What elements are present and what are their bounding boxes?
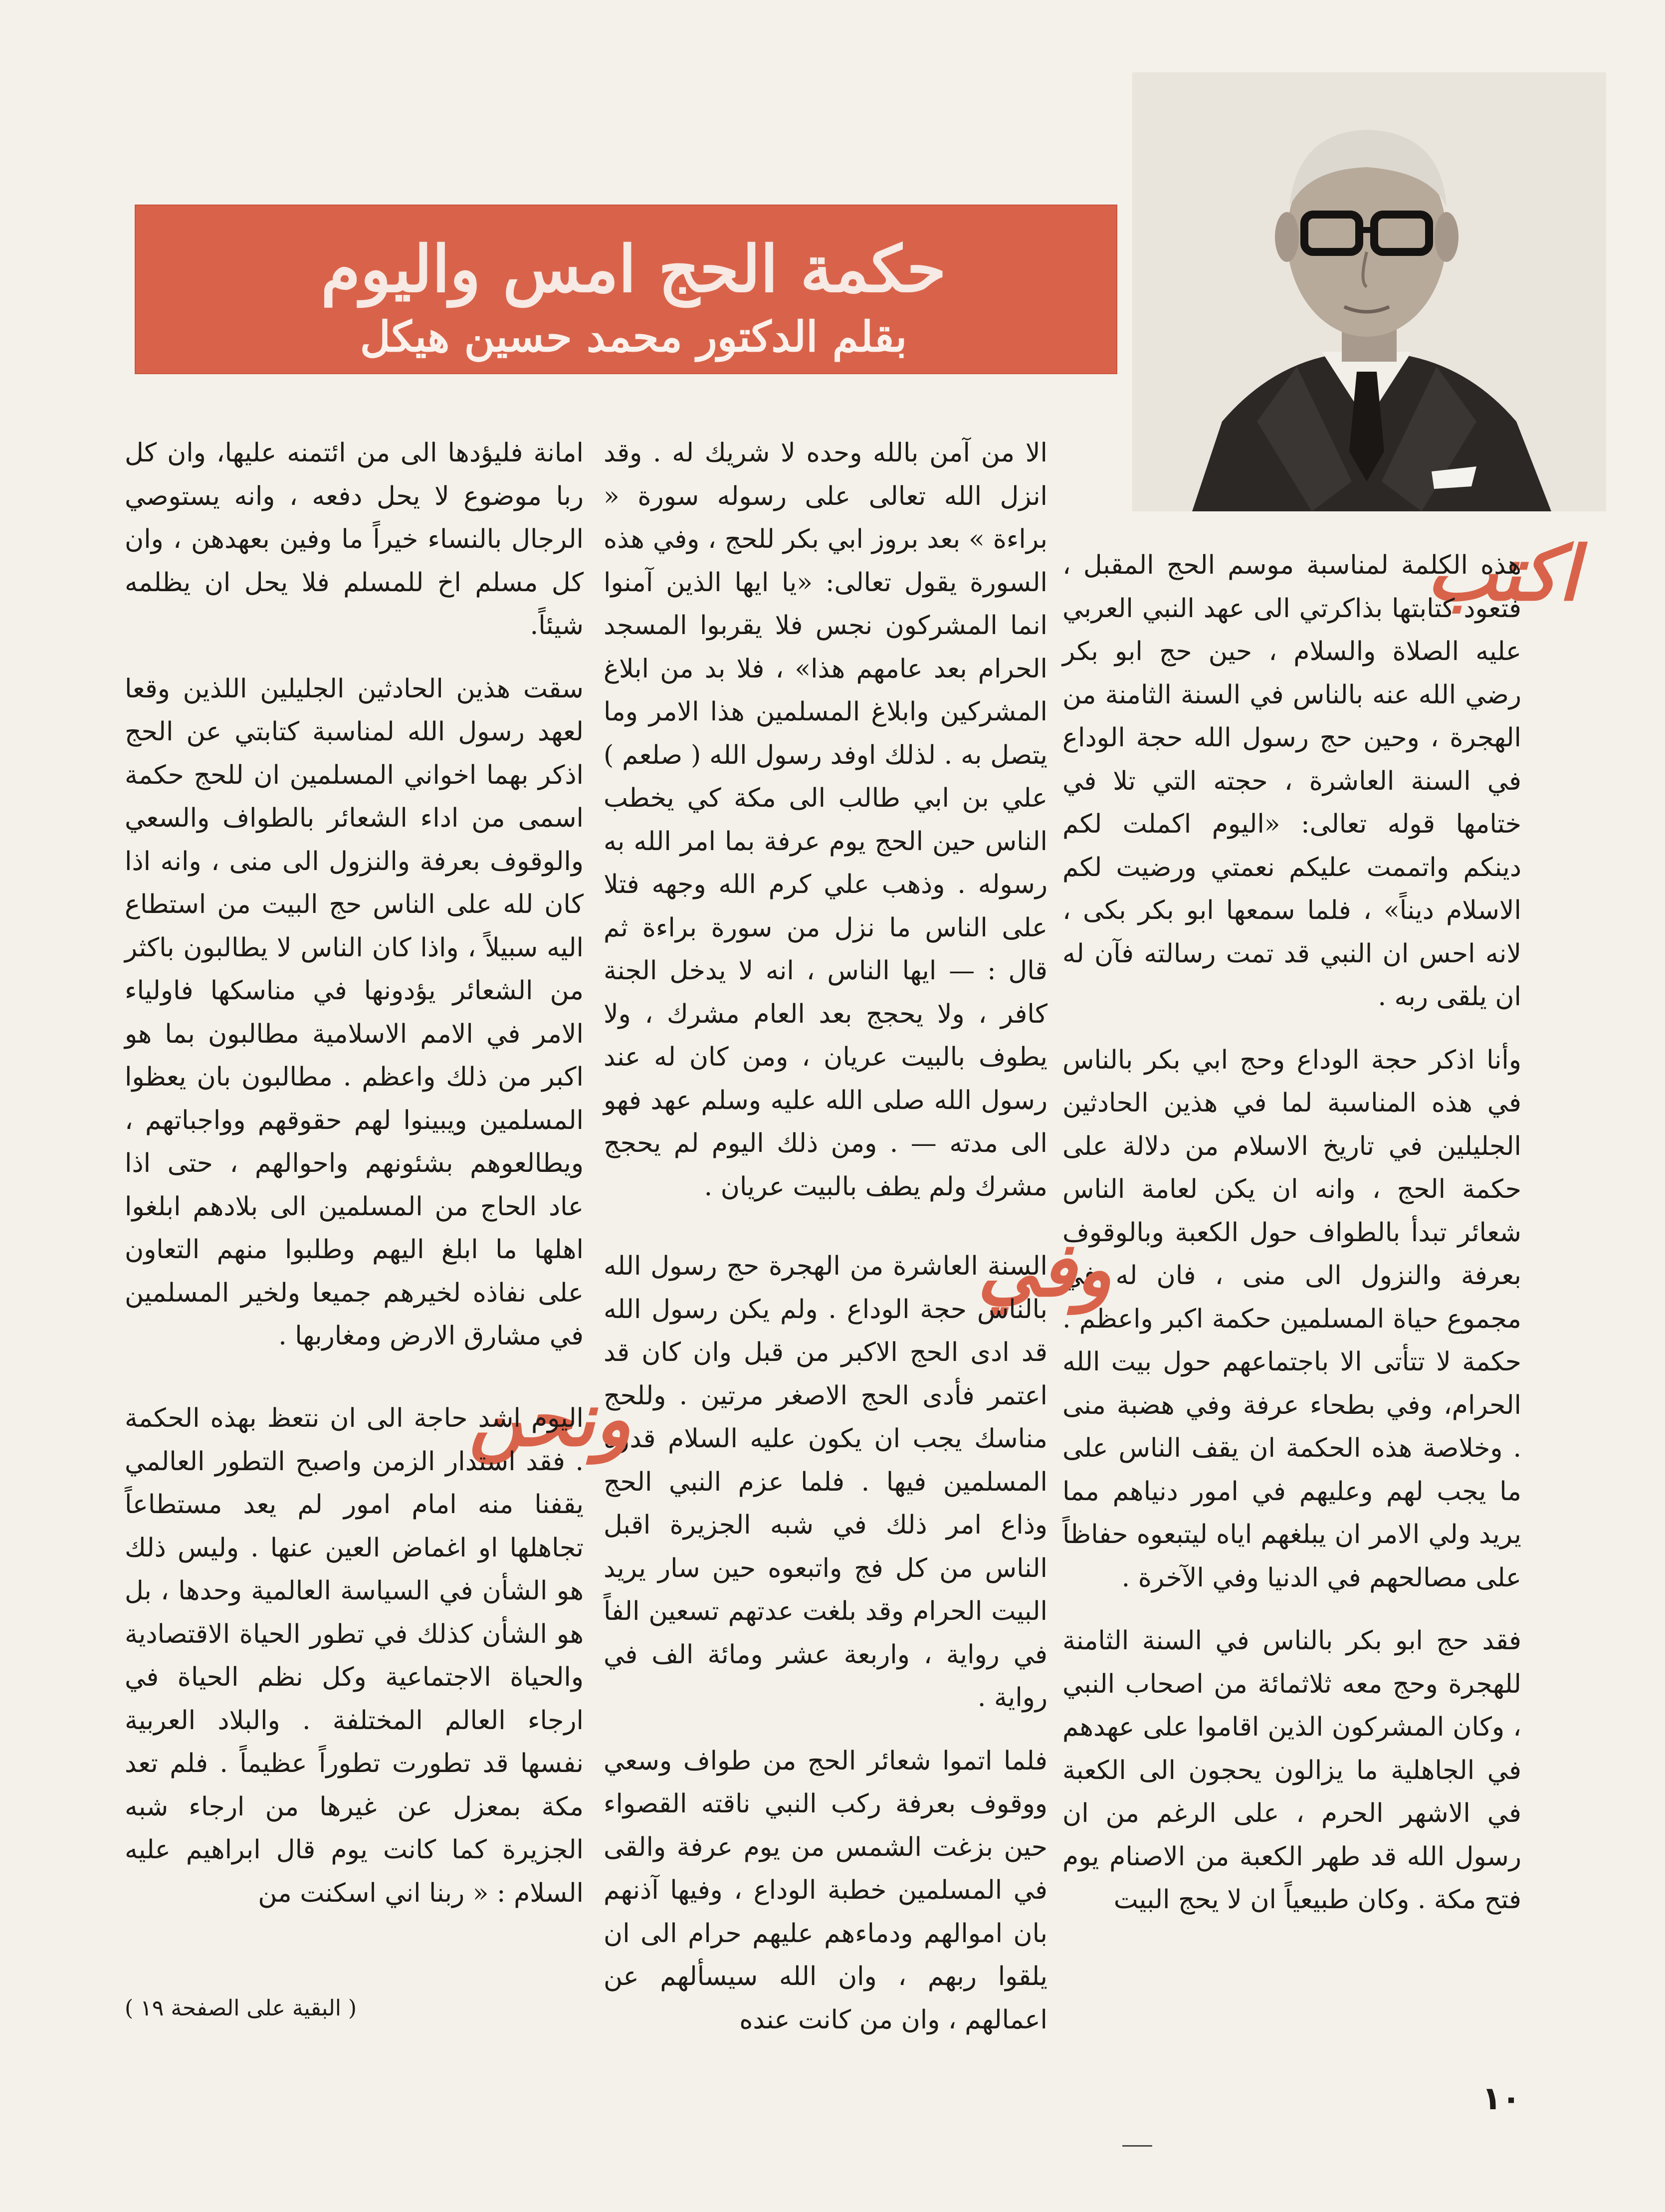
paragraph: فلما اتموا شعائر الحج من طواف وسعي ووقوف بعرفة ركب النبي ناقته القصواء حين بزغت الشمس من يوم عرفة والقى في المسلمين خطبة الوداع ، وفيها آذنهم بان اموالهم ودماءهم عليهم حرام الى ان يلقوا ربهم ، وان الله سيسألهم عن اعمالهم ، وان من كانت عنده [604,1746,1047,2035]
paragraph: الا من آمن بالله وحده لا شريك له . وقد انزل الله تعالى على رسوله سورة « براءة » بعد بروز ابي بكر للحج ، وفي هذه السورة يقول تعالى: «يا ايها الذين آمنوا انما المشركون نجس فلا يقربوا المسجد الحرام بعد عامهم هذا» ، فلا بد من ابلاغ المشركين وابلاغ المسلمين هذا الامر وما يتصل به . لذلك اوفد رسول الله ( صلعم ) علي بن ابي طالب الى مكة كي يخطب الناس حين الحج يوم عرفة بما امر الله به رسوله . وذهب علي كرم الله وجهه فتلا على الناس ما نزل من سورة براءة ثم قال : — ايها الناس ، انه لا يدخل الجنة كافر ، ولا يحجج بعد العام مشرك ، ولا يطوف بالبيت عريان ، ومن كان له عند رسول الله صلى الله عليه وسلم عهد فهو الى مدته — . ومن ذلك اليوم لم يحجج مشرك ولم يطف بالبيت عريان . [604,438,1048,1202]
paragraph: هذه الكلمة لمناسبة موسم الحج المقبل ، فتعود كتابتها بذاكرتي الى عهد النبي العربي عليه الصلاة والسلام ، حين حج ابو بكر رضي الله عنه بالناس في السنة الثامنة من الهجرة ، وحين حج رسول الله حجة الوداع في السنة العاشرة ، حجته التي تلا في ختامها قوله تعالى: «اليوم اكملت لكم دينكم واتممت عليكم نعمتي ورضيت لكم الاسلام ديناً» ، فلما سمعها ابو بكر بكى ، لانه احس ان النبي قد تمت رسالته فآن له ان يلقى ربه . [1062,550,1521,1012]
paragraph: فقد حج ابو بكر بالناس في السنة الثامنة للهجرة وحج معه ثلاثمائة من اصحاب النبي ، وكان المشركون الذين اقاموا على عهدهم في الجاهلية ما يزالون يحجون الى الكعبة في الاشهر الحرم ، على الرغم من ان رسول الله قد طهر الكعبة من الاصنام يوم فتح مكة . وكان طبيعياً ان لا يحج البيت [1062,1626,1521,1915]
portrait-photo [1132,72,1606,511]
dropcap-third: ونحن [469,1375,631,1463]
paragraph: وأنا اذكر حجة الوداع وحج ابي بكر بالناس في هذه المناسبة لما في هذين الحادثين الجليلين في تاريخ الاسلام من دلالة على حكمة الحج ، وانه ان يكن لعامة الناس شعائر تبدأ بالطواف حول الكعبة وبالوقوف بعرفة والنزول الى منى ، فان له في مجموع حياة المسلمين حكمة اكبر واعظم . حكمة لا تتأتى الا باجتماعهم حول بيت الله الحرام، وفي بطحاء عرفة وفي هضبة منى . وخلاصة هذه الحكمة ان يقف الناس على ما يجب لهم وعليهم في امور دنياهم مما يريد ولي الامر ان يبلغهم اياه ليتبعوه حفاظاً على مصالحهم في الدنيا وفي الآخرة . [1062,1045,1521,1593]
footer-mark [1122,2145,1152,2147]
paragraph: امانة فليؤدها الى من ائتمنه عليها، وان كل ربا موضوع لا يحل دفعه ، وانه يستوصي الرجال بالنساء خيراً ما وفين بعهدهن ، وان كل مسلم اخ للمسلم فلا يحل ان يظلمه شيئاً. [125,438,584,641]
title-banner [135,205,1117,374]
column-middle [604,432,1047,1208]
dropcap-second: وفي [978,1226,1112,1314]
page-number: ١٠ [1481,2080,1521,2117]
paragraph: اليوم اشد حاجة الى ان نتعظ بهذه الحكمة . فقد استدار الزمن واصبح التطور العالمي يقفنا منه امام امور لم يعد مستطاعاً تجاهلها او اغماض العين عنها . وليس ذلك هو الشأن في السياسة العالمية وحدها ، بل هو الشأن كذلك في تطور الحياة الاقتصادية والحياة الاجتماعية وكل نظم الحياة في ارجاء العالم المختلفة . والبلاد العربية نفسها قد تطورت تطوراً عظيماً . فلم تعد مكة بمعزل عن غيرها من ارجاء شبه الجزيرة كما كانت يوم قال ابراهيم عليه السلام : « ربنا اني اسكنت من [125,1403,584,1908]
column-left [125,432,584,1358]
article-title: حكمة الحج امس واليوم [321,232,946,307]
column-right [1062,544,1521,1922]
dropcap-first: اكتب [1427,530,1579,618]
author-portrait [1132,72,1606,511]
paragraph: سقت هذين الحادثين الجليلين اللذين وقعا لعهد رسول الله لمناسبة كتابتي عن الحج اذكر بهما اخواني المسلمين ان للحج حكمة اسمى من اداء الشعائر بالطواف والسعي والوقوف بعرفة والنزول الى منى ، وانه اذا كان لله على الناس حج البيت من استطاع اليه سبيلاً ، واذا كان الناس لا يطالبون باكثر من الشعائر يؤدونها في مناسكها فاولياء الامر في الامم الاسلامية مطالبون بما هو اكبر من ذلك واعظم . مطالبون بان يعظوا المسلمين ويبينوا لهم حقوقهم وواجباتهم ، ويطالعوهم بشئونهم واحوالهم ، حتى اذا عاد الحاج من المسلمين الى بلادهم ابلغوا اهلها ما ابلغ اليهم وطلبوا منهم التعاون على نفاذه لخيرهم جميعا ولخير المسلمين في مشارق الارض ومغاربها . [125,673,584,1351]
paragraph: السنة العاشرة من الهجرة حج رسول الله بالناس حجة الوداع . ولم يكن رسول الله قد ادى الحج الاكبر من قبل وان كان قد اعتمر فأدى الحج الاصغر مرتين . وللحج مناسك يجب ان يكون عليه السلام قدوة المسلمين فيها . فلما عزم النبي الحج وذاع امر ذلك في شبه الجزيرة اقبل الناس من كل فج واتبعوه حين سار يريد البيت الحرام وقد بلغت عدتهم تسعين الفاً في رواية ، واربعة عشر ومائة الف في رواية . [604,1251,1047,1713]
continued-note: ( البقية على الصفحة ١٩ ) [125,1995,357,2021]
column-left-lower [125,1397,584,1915]
article-byline: بقلم الدكتور محمد حسين هيكل [360,312,907,361]
column-middle-lower [604,1245,1047,2041]
